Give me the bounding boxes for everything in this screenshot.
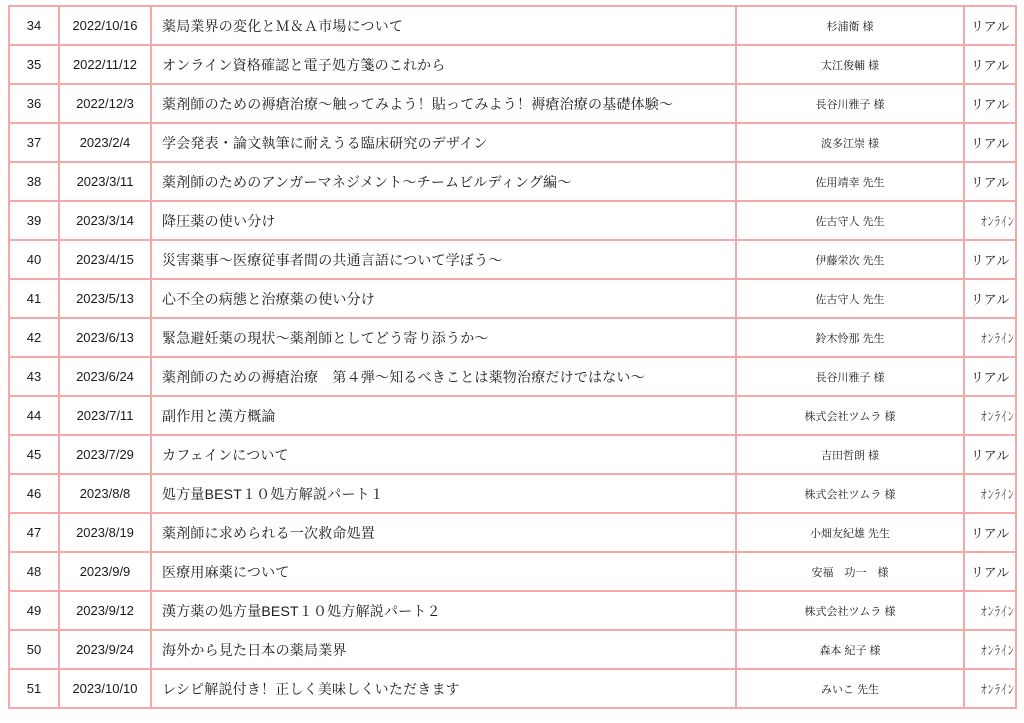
table-row	[9, 240, 1016, 279]
date-cell: 2023/6/13	[59, 318, 151, 357]
speaker-cell: 太江俊輔 様	[736, 45, 964, 84]
format-label: リアル	[970, 97, 1010, 112]
session-number-cell: 36	[9, 84, 59, 123]
table-row	[9, 513, 1016, 552]
speaker-cell: 佐用靖幸 先生	[736, 162, 964, 201]
format-label: リアル	[970, 58, 1010, 73]
date-cell: 2023/4/15	[59, 240, 151, 279]
date-cell: 2023/9/9	[59, 552, 151, 591]
date-cell: 2023/3/11	[59, 162, 151, 201]
format-label: リアル	[970, 565, 1010, 580]
speaker-cell: 佐古守人 先生	[736, 279, 964, 318]
title-cell: 薬剤師に求められる一次救命処置	[151, 513, 736, 552]
speaker-cell: みいこ 先生	[736, 669, 964, 708]
format-cell	[964, 279, 1016, 318]
title-cell: 学会発表・論文執筆に耐えうる臨床研究のデザイン	[151, 123, 736, 162]
session-number-cell: 35	[9, 45, 59, 84]
date-cell: 2023/5/13	[59, 279, 151, 318]
date-cell: 2023/7/29	[59, 435, 151, 474]
table-row	[9, 630, 1016, 669]
speaker-cell: 長谷川雅子 様	[736, 84, 964, 123]
date-cell: 2022/10/16	[59, 6, 151, 45]
speaker-cell: 安福 功一 様	[736, 552, 964, 591]
format-label: リアル	[970, 526, 1010, 541]
session-number-cell: 40	[9, 240, 59, 279]
format-label: リアル	[970, 253, 1010, 268]
session-number-cell: 42	[9, 318, 59, 357]
date-cell: 2023/6/24	[59, 357, 151, 396]
session-number-cell: 37	[9, 123, 59, 162]
title-cell: 心不全の病態と治療薬の使い分け	[151, 279, 736, 318]
format-cell	[964, 240, 1016, 279]
title-cell: 医療用麻薬について	[151, 552, 736, 591]
table-row	[9, 201, 1016, 240]
format-label: リアル	[970, 19, 1010, 34]
session-number-cell: 34	[9, 6, 59, 45]
format-cell	[964, 201, 1016, 240]
session-number-cell: 43	[9, 357, 59, 396]
format-label: オンライン	[980, 214, 1015, 229]
format-cell	[964, 435, 1016, 474]
table-row	[9, 591, 1016, 630]
table-row	[9, 669, 1016, 708]
table-row	[9, 474, 1016, 513]
format-cell	[964, 45, 1016, 84]
speaker-cell: 鈴木怜那 先生	[736, 318, 964, 357]
title-cell: 副作用と漢方概論	[151, 396, 736, 435]
format-label: オンライン	[980, 682, 1015, 697]
table-row	[9, 6, 1016, 45]
table-row	[9, 357, 1016, 396]
format-cell	[964, 552, 1016, 591]
title-cell: 漢方薬の処方量BEST１０処方解説パート２	[151, 591, 736, 630]
format-cell	[964, 474, 1016, 513]
format-cell	[964, 630, 1016, 669]
title-cell: オンライン資格確認と電子処方箋のこれから	[151, 45, 736, 84]
speaker-cell: 森本 紀子 様	[736, 630, 964, 669]
format-label: リアル	[970, 292, 1010, 307]
speaker-cell: 佐古守人 先生	[736, 201, 964, 240]
format-label: リアル	[970, 370, 1010, 385]
title-cell: 処方量BEST１０処方解説パート１	[151, 474, 736, 513]
format-cell	[964, 669, 1016, 708]
format-label: オンライン	[980, 409, 1015, 424]
table-row	[9, 435, 1016, 474]
speaker-cell: 長谷川雅子 様	[736, 357, 964, 396]
speaker-cell: 株式会社ツムラ 様	[736, 591, 964, 630]
session-number-cell: 45	[9, 435, 59, 474]
format-cell	[964, 513, 1016, 552]
session-number-cell: 44	[9, 396, 59, 435]
format-cell	[964, 84, 1016, 123]
date-cell: 2023/2/4	[59, 123, 151, 162]
date-cell: 2023/8/19	[59, 513, 151, 552]
format-cell	[964, 123, 1016, 162]
format-label: オンライン	[980, 604, 1015, 619]
title-cell: 薬剤師のための褥瘡治療～触ってみよう！貼ってみよう！褥瘡治療の基礎体験～	[151, 84, 736, 123]
date-cell: 2023/7/11	[59, 396, 151, 435]
title-cell: 薬局業界の変化とＭ＆Ａ市場について	[151, 6, 736, 45]
table-row	[9, 318, 1016, 357]
speaker-cell: 小畑友紀雄 先生	[736, 513, 964, 552]
table-body	[9, 6, 1016, 708]
speaker-cell: 吉田哲朗 様	[736, 435, 964, 474]
format-cell	[964, 396, 1016, 435]
session-number-cell: 41	[9, 279, 59, 318]
session-number-cell: 47	[9, 513, 59, 552]
format-cell	[964, 591, 1016, 630]
date-cell: 2023/3/14	[59, 201, 151, 240]
title-cell: 薬剤師のための褥瘡治療 第４弾～知るべきことは薬物治療だけではない～	[151, 357, 736, 396]
format-cell	[964, 318, 1016, 357]
table-row	[9, 162, 1016, 201]
session-number-cell: 48	[9, 552, 59, 591]
seminar-history-table	[8, 5, 1017, 709]
session-number-cell: 50	[9, 630, 59, 669]
title-cell: カフェインについて	[151, 435, 736, 474]
session-number-cell: 39	[9, 201, 59, 240]
title-cell: 災害薬事～医療従事者間の共通言語について学ぼう～	[151, 240, 736, 279]
speaker-cell: 波多江崇 様	[736, 123, 964, 162]
session-number-cell: 46	[9, 474, 59, 513]
date-cell: 2023/9/24	[59, 630, 151, 669]
table-row	[9, 45, 1016, 84]
table-row	[9, 552, 1016, 591]
date-cell: 2023/8/8	[59, 474, 151, 513]
speaker-cell: 伊藤栄次 先生	[736, 240, 964, 279]
date-cell: 2023/10/10	[59, 669, 151, 708]
format-cell	[964, 162, 1016, 201]
format-label: オンライン	[980, 331, 1015, 346]
title-cell: 薬剤師のためのアンガーマネジメント～チームビルディング編～	[151, 162, 736, 201]
date-cell: 2022/12/3	[59, 84, 151, 123]
table-row	[9, 396, 1016, 435]
session-number-cell: 49	[9, 591, 59, 630]
format-label: リアル	[970, 448, 1010, 463]
format-label: リアル	[970, 175, 1010, 190]
speaker-cell: 株式会社ツムラ 様	[736, 474, 964, 513]
table-row	[9, 84, 1016, 123]
date-cell: 2022/11/12	[59, 45, 151, 84]
format-cell	[964, 6, 1016, 45]
format-cell	[964, 357, 1016, 396]
format-label: リアル	[970, 136, 1010, 151]
format-label: オンライン	[980, 643, 1015, 658]
table-row	[9, 123, 1016, 162]
format-label: オンライン	[980, 487, 1015, 502]
title-cell: レシピ解説付き！正しく美味しくいただきます	[151, 669, 736, 708]
title-cell: 海外から見た日本の薬局業界	[151, 630, 736, 669]
title-cell: 降圧薬の使い分け	[151, 201, 736, 240]
session-number-cell: 51	[9, 669, 59, 708]
table-row	[9, 279, 1016, 318]
title-cell: 緊急避妊薬の現状～薬剤師としてどう寄り添うか～	[151, 318, 736, 357]
speaker-cell: 株式会社ツムラ 様	[736, 396, 964, 435]
speaker-cell: 杉浦衛 様	[736, 6, 964, 45]
date-cell: 2023/9/12	[59, 591, 151, 630]
session-number-cell: 38	[9, 162, 59, 201]
